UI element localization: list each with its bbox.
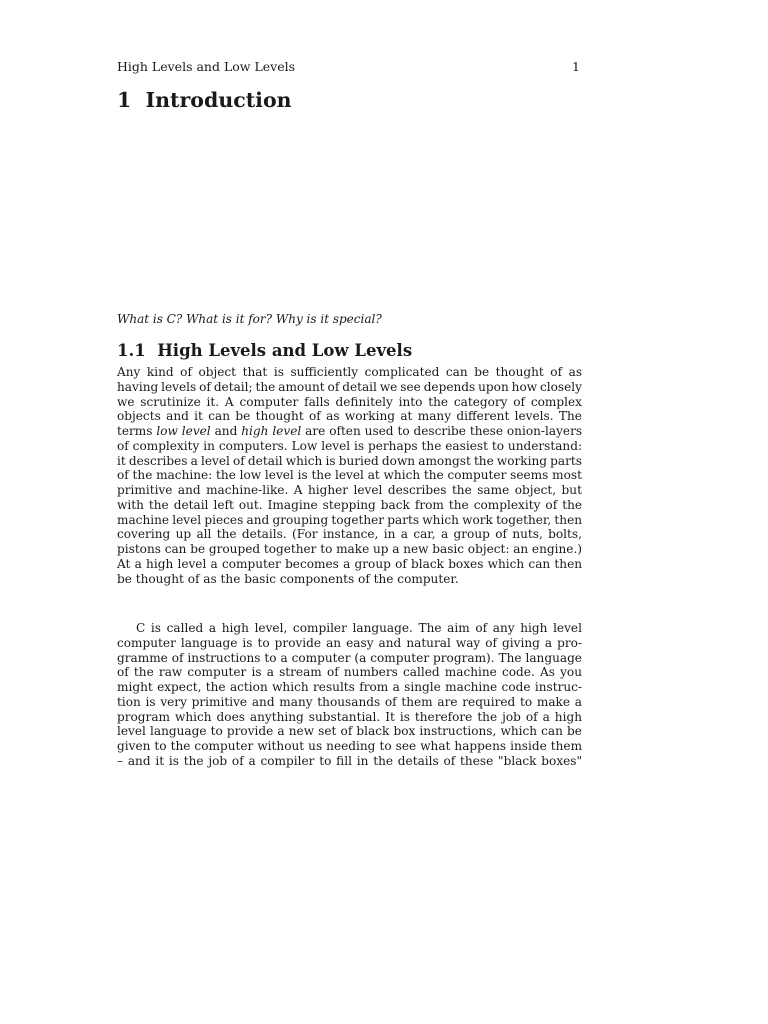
- text-line: objects and it can be thought of as working at many different levels. The: [117, 409, 582, 424]
- chapter-epigraph: What is C? What is it for? Why is it special?: [117, 312, 382, 326]
- text-line: program which does anything substantial. It is therefore the job of a high: [117, 709, 582, 724]
- body-paragraph-2: [117, 621, 582, 769]
- text-line: with the detail left out. Imagine stepping back from the complexity of the: [117, 497, 583, 512]
- text-line: pistons can be grouped together to make up a new basic object: an engine.): [117, 542, 583, 556]
- text-line: of the raw computer is a stream of numbers called machine code. As you: [117, 665, 582, 680]
- emphasis-low-level: low level: [156, 424, 211, 438]
- text-line: given to the computer without us needing to see what happens inside them: [117, 739, 583, 753]
- text-line: tion is very primitive and many thousands of them are required to make a: [117, 694, 582, 709]
- section-number: 1.1: [117, 341, 146, 360]
- section-heading: [117, 339, 412, 363]
- text-line: Any kind of object that is sufficiently complicated can be thought of as: [117, 365, 583, 379]
- section-title: High Levels and Low Levels: [157, 341, 413, 360]
- text-line: it describes a level of detail which is buried down amongst the working parts: [117, 453, 582, 468]
- text-run: and: [210, 424, 242, 438]
- text-line: might expect, the action which results from a single machine code instruc-: [117, 680, 583, 694]
- text-line: we scrutinize it. A computer falls definitely into the category of complex: [117, 394, 582, 409]
- chapter-heading: [117, 86, 292, 114]
- text-run: are often used to describe these onion-layers: [301, 424, 583, 438]
- running-title: High Levels and Low Levels: [117, 59, 296, 74]
- text-line: machine level pieces and grouping together parts which work together, then: [117, 512, 583, 527]
- text-line: gramme of instructions to a computer (a computer program). The language: [117, 650, 582, 665]
- text-line: – and it is the job of a compiler to fill in the details of these "black boxes": [117, 753, 583, 768]
- text-line: of complexity in computers. Low level is perhaps the easiest to understand:: [117, 438, 583, 453]
- text-line: having levels of detail; the amount of detail we see depends upon how closely: [117, 379, 582, 394]
- text-line: covering up all the details. (For instance, in a car, a group of nuts, bolts,: [117, 527, 582, 542]
- text-line: C is called a high level, compiler language. The aim of any high level: [136, 621, 582, 635]
- body-paragraph-1: [117, 365, 582, 586]
- text-line: of the machine: the low level is the level at which the computer seems most: [117, 468, 582, 483]
- page: [117, 0, 582, 1024]
- chapter-title: Introduction: [145, 88, 292, 112]
- text-line: primitive and machine-like. A higher level describes the same object, but: [117, 483, 582, 497]
- text-run: terms: [117, 424, 157, 438]
- text-line: level language to provide a new set of black box instructions, which can be: [117, 724, 582, 739]
- page-number: 1: [572, 59, 580, 74]
- text-line: [117, 424, 582, 439]
- text-line: computer language is to provide an easy and natural way of giving a pro-: [117, 635, 583, 650]
- chapter-number: 1: [117, 88, 132, 112]
- text-line: be thought of as the basic components of the computer.: [117, 571, 459, 586]
- emphasis-high-level: high level: [241, 424, 302, 438]
- text-line: At a high level a computer becomes a group of black boxes which can then: [117, 556, 583, 571]
